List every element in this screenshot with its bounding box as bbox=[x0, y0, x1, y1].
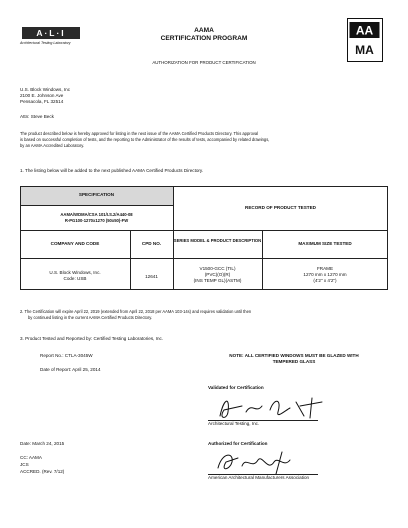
attention-line: Attn: Steve Beck bbox=[20, 114, 54, 119]
column-header-company: COMPANY AND CODE bbox=[50, 241, 100, 246]
report-number: Report No.: CTLA-3045W bbox=[40, 353, 93, 358]
table-rule bbox=[20, 230, 388, 231]
header-org: AAMA bbox=[194, 27, 214, 34]
cell-size: FRAME bbox=[316, 266, 334, 271]
table-rule bbox=[130, 230, 131, 290]
cc-line: CC: AAMA bbox=[20, 455, 42, 460]
header-program: CERTIFICATION PROGRAM bbox=[160, 35, 248, 42]
item-1: 1. The listing below will be added to the next published AAMA Certified Products Directory. bbox=[20, 168, 204, 173]
aama-logo-top: AA bbox=[355, 23, 374, 38]
column-header-cpd: CPD NO. bbox=[141, 241, 162, 246]
ali-logo: A·L·I bbox=[22, 27, 80, 39]
authorized-label: Authorized for Certification bbox=[208, 441, 268, 446]
validated-label: Validated for Certification bbox=[208, 385, 264, 390]
cc-line: ACCRED. (Rev. 7/12) bbox=[20, 469, 65, 474]
item-3: 3. Product Tested and Reported by: Certified Testing Laboratories, Inc. bbox=[20, 336, 164, 341]
cc-line: JCS bbox=[20, 462, 29, 467]
authorized-org: American Architectural Manufacturers Association bbox=[208, 475, 310, 480]
record-label: RECORD OF PRODUCT TESTED bbox=[245, 205, 316, 210]
validator-signature bbox=[212, 392, 332, 422]
cell-company: U.S. Block Windows, Inc. bbox=[49, 270, 101, 275]
cell-company: Code: USB bbox=[63, 276, 87, 281]
cell-cpd: 12641 bbox=[145, 274, 158, 279]
spec-value: R-PG100-1270x1270 (50x50)-FW bbox=[64, 218, 129, 223]
address-line: 2100 E. Johnson Ave bbox=[20, 93, 64, 98]
cell-series: (PVC)(O)(R) bbox=[204, 272, 231, 277]
tempered-glass-note: TEMPERED GLASS bbox=[272, 359, 316, 364]
cell-size: (4'2" x 4'2") bbox=[313, 278, 337, 283]
column-header-size: MAXIMUM SIZE TESTED bbox=[298, 241, 352, 246]
ali-tagline: Architectural Testing Laboratory bbox=[20, 41, 71, 45]
spec-value: AAMA/WDMA/CSA 101/I.S.2/A440-08 bbox=[60, 212, 133, 217]
column-header-series: SERIES MODEL & PRODUCT DESCRIPTION bbox=[173, 238, 262, 243]
tempered-glass-note: NOTE: ALL CERTIFIED WINDOWS MUST BE GLAZED WITH bbox=[229, 353, 359, 358]
item-2-line: 2. The Certification will expire April 22, 2019 (extended from April 22, 2018 per AAMA 103-14s) and requires validation until then bbox=[20, 309, 252, 314]
cell-size: 1270 mm x 1270 mm bbox=[303, 272, 347, 277]
intro-paragraph-line: is based on successful completion of tests, and the reporting to the Administrator of the results of tests, accompanied by related drawings, bbox=[20, 137, 270, 142]
report-date: Date of Report: April 25, 2014 bbox=[40, 367, 101, 372]
spec-label: SPECIFICATION bbox=[78, 192, 115, 197]
aama-logo bbox=[347, 18, 383, 62]
authorizer-signature bbox=[212, 448, 302, 476]
item-2-line: by continued listing in the current AAMA Certified Products Directory. bbox=[28, 315, 153, 320]
intro-paragraph-line: The product described below is hereby approved for listing in the next issue of the AAMA Certified Products Directory. This approval bbox=[20, 131, 259, 136]
aama-logo-bottom: MA bbox=[355, 43, 374, 57]
validated-org: Architectural Testing, Inc. bbox=[208, 421, 260, 426]
address-line: Pensacola, FL 32514 bbox=[20, 99, 64, 104]
address-line: U.S. Block Windows, Inc bbox=[20, 87, 71, 92]
table-rule bbox=[20, 258, 388, 259]
intro-paragraph-line: by an AAMA Accredited Laboratory. bbox=[20, 143, 85, 148]
date-line: Date: March 24, 2015 bbox=[20, 441, 65, 446]
cell-series: (INS TEMP GL)(ASTM) bbox=[193, 278, 242, 283]
table-rule bbox=[20, 205, 173, 206]
cell-series: V1500-GCC (TIL) bbox=[199, 266, 236, 271]
header-subtitle: AUTHORIZATION FOR PRODUCT CERTIFICATION bbox=[152, 60, 256, 65]
